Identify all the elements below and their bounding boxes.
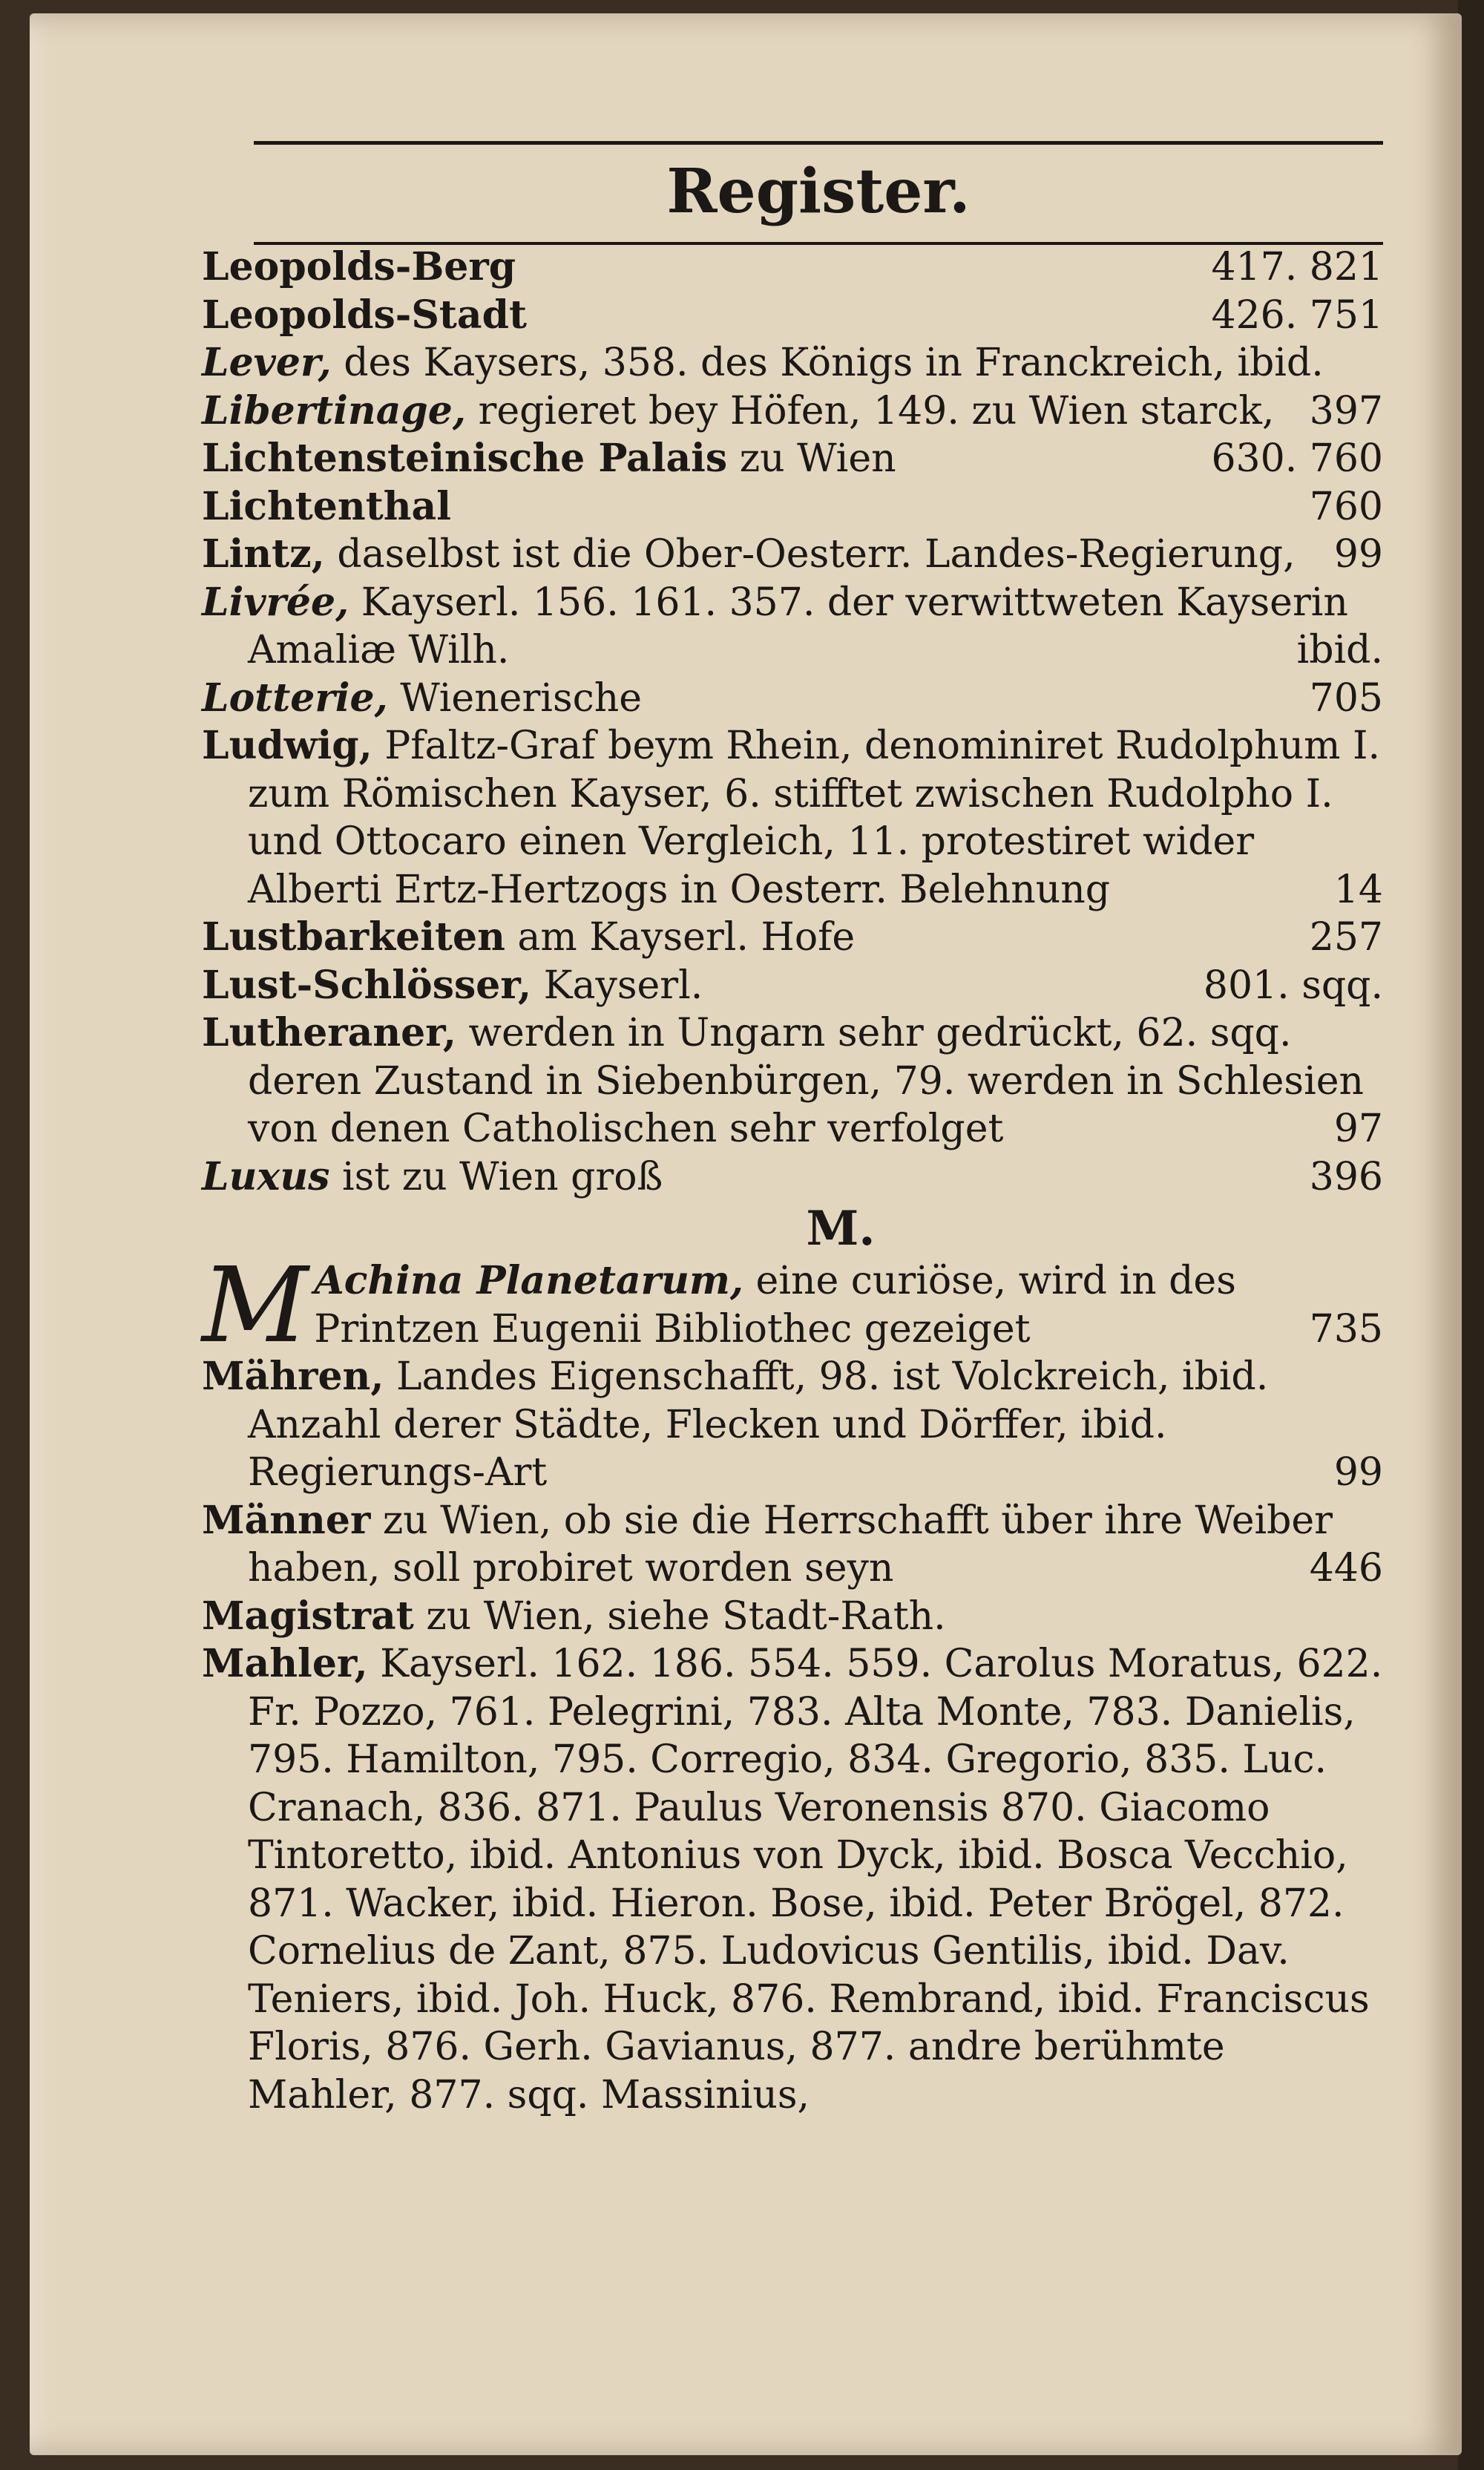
book-gutter <box>1458 0 1484 2470</box>
drop-cap: M <box>202 1245 309 1366</box>
entry-text: zu Wien, ob sie die Herrschafft über ihre Weiber haben, soll probiret worden seyn <box>248 1498 1333 1591</box>
entry-term: Lichtenthal <box>202 483 451 529</box>
entry-pages: 630. 760 <box>1211 436 1383 481</box>
entry-term: Lever, <box>202 340 332 385</box>
entry-text: Kayserl. 162. 186. 554. 559. Carolus Moratus, 622. Fr. Pozzo, 761. Pelegrini, 783. Alta Monte, 783. Danielis, 795. Hamilton, 795. Corregio, 834. Gregorio, 835. Luc. Cranach, 836. 871. Paulus Veronensis 870. Giacomo Tintoretto, ibid. Antonius von Dyck, ibid. Bosca Vecchio, 871. Wacker, ibid. Hieron. Bose, ibid. Peter Brögel, 872. Cornelius de Zant, 875. Ludovicus Gentilis, ibid. Dav. Teniers, ibid. Joh. Huck, 876. Rembrand, ibid. Franciscus Floris, 876. Gerh. Gavianus, 877. andre berühmte Mahler, 877. sqq. Massinius, <box>248 1642 1383 2117</box>
entry-term: Luxus <box>202 1153 330 1199</box>
entry-term: Magistrat <box>202 1593 414 1639</box>
entry-text: regieret bey Höfen, 149. zu Wien starck, <box>478 388 1275 433</box>
entry-pages: 735 <box>1309 1306 1383 1352</box>
entry-pages: 426. 751 <box>1211 292 1383 338</box>
entry-term: Libertinage, <box>202 387 466 433</box>
entry-pages: 14 <box>1333 867 1383 912</box>
index-entry <box>202 1009 1383 1153</box>
entry-term: Mähren, <box>202 1354 384 1399</box>
entry-text: Wienerische <box>400 675 643 721</box>
entry-term: Achina Planetarum, <box>314 1258 744 1303</box>
index-entry <box>202 675 1383 723</box>
entry-pages: 257 <box>1309 915 1383 960</box>
entry-pages: 99 <box>1333 1450 1383 1495</box>
entry-term: Lutheraner, <box>202 1010 456 1055</box>
entry-pages: ibid. <box>1296 628 1383 672</box>
index-entry <box>202 339 1383 387</box>
entry-pages: 446 <box>1309 1546 1383 1591</box>
index-entry <box>202 483 1383 531</box>
entry-term: Lotterie, <box>202 675 388 721</box>
entry-term: Lustbarkeiten <box>202 914 505 960</box>
entry-text: Pfaltz-Graf beym Rhein, denominiret Rudolphum I. zum Römischen Kayser, 6. stifftet zwischen Rudolpho I. und Ottocaro einen Vergleich, 11. protestiret wider Alberti Ertz-Hertzogs in Oesterr. Belehnung <box>248 724 1381 912</box>
index-entry <box>202 531 1383 579</box>
entry-term: Mahler, <box>202 1641 368 1686</box>
entry-text: des Kaysers, 358. des Königs in Franckreich, ibid. <box>344 341 1324 385</box>
entry-pages: 396 <box>1309 1154 1383 1199</box>
entry-pages: 397 <box>1309 388 1383 433</box>
entry-term: Livrée, <box>202 579 349 625</box>
entry-text: zu Wien, siehe Stadt-Rath. <box>426 1593 946 1639</box>
index-entry <box>202 579 1383 675</box>
entry-pages: 705 <box>1309 675 1383 721</box>
page-title: Register. <box>666 156 971 227</box>
entry-term: Leopolds-Berg <box>202 244 516 289</box>
entry-term: Lintz, <box>202 531 325 577</box>
entry-term: Männer <box>202 1497 371 1543</box>
index-entry <box>202 1593 1383 1641</box>
index-entry <box>202 1245 1383 1366</box>
index-entry <box>202 1353 1383 1497</box>
entry-text: ist zu Wien groß <box>341 1154 663 1199</box>
index-entry <box>202 292 1383 340</box>
entry-text: werden in Ungarn sehr gedrückt, 62. sqq. deren Zustand in Siebenbürgen, 79. werden in Schlesien von denen Catholischen sehr verfolget <box>248 1011 1365 1151</box>
index-entry <box>202 1153 1383 1202</box>
index-entry <box>202 962 1383 1010</box>
entry-text: Kayserl. 156. 161. 357. der verwittweten Kayserin Amaliæ Wilh. <box>248 580 1348 672</box>
index-entry <box>202 387 1383 436</box>
section-letter: M. <box>806 1201 876 1257</box>
entry-text: eine curiöse, wird in des Printzen Eugenii Bibliothec gezeiget <box>314 1259 1236 1352</box>
entry-term: Leopolds-Stadt <box>202 292 527 338</box>
entry-pages: 99 <box>1333 532 1383 577</box>
index-entry <box>202 435 1383 483</box>
entry-term: Ludwig, <box>202 723 372 768</box>
entry-pages: 801. sqq. <box>1203 963 1383 1008</box>
index-entry <box>202 722 1383 914</box>
entry-pages: 97 <box>1333 1107 1383 1151</box>
entry-term: Lichtensteinische Palais <box>202 436 728 481</box>
entry-term: Lust-Schlösser, <box>202 962 532 1008</box>
index-entry <box>202 914 1383 962</box>
entry-text: daselbst ist die Ober-Oesterr. Landes-Regierung, <box>337 532 1296 577</box>
entry-pages: 417. 821 <box>1211 245 1383 289</box>
entry-text: am Kayserl. Hofe <box>517 915 856 960</box>
entry-text: Kayserl. <box>543 963 703 1008</box>
header-rule-top <box>254 141 1383 145</box>
index-entry <box>202 1640 1383 2119</box>
entry-text: zu Wien <box>739 436 896 481</box>
index-entry <box>202 243 1383 292</box>
register-content <box>202 243 1383 2119</box>
index-entry <box>202 1497 1383 1593</box>
entry-text: Landes Eigenschafft, 98. ist Volckreich, ibid. Anzahl derer Städte, Flecken und Dörffer, ibid. Regierungs-Art <box>248 1354 1269 1495</box>
entry-pages: 760 <box>1309 484 1383 529</box>
